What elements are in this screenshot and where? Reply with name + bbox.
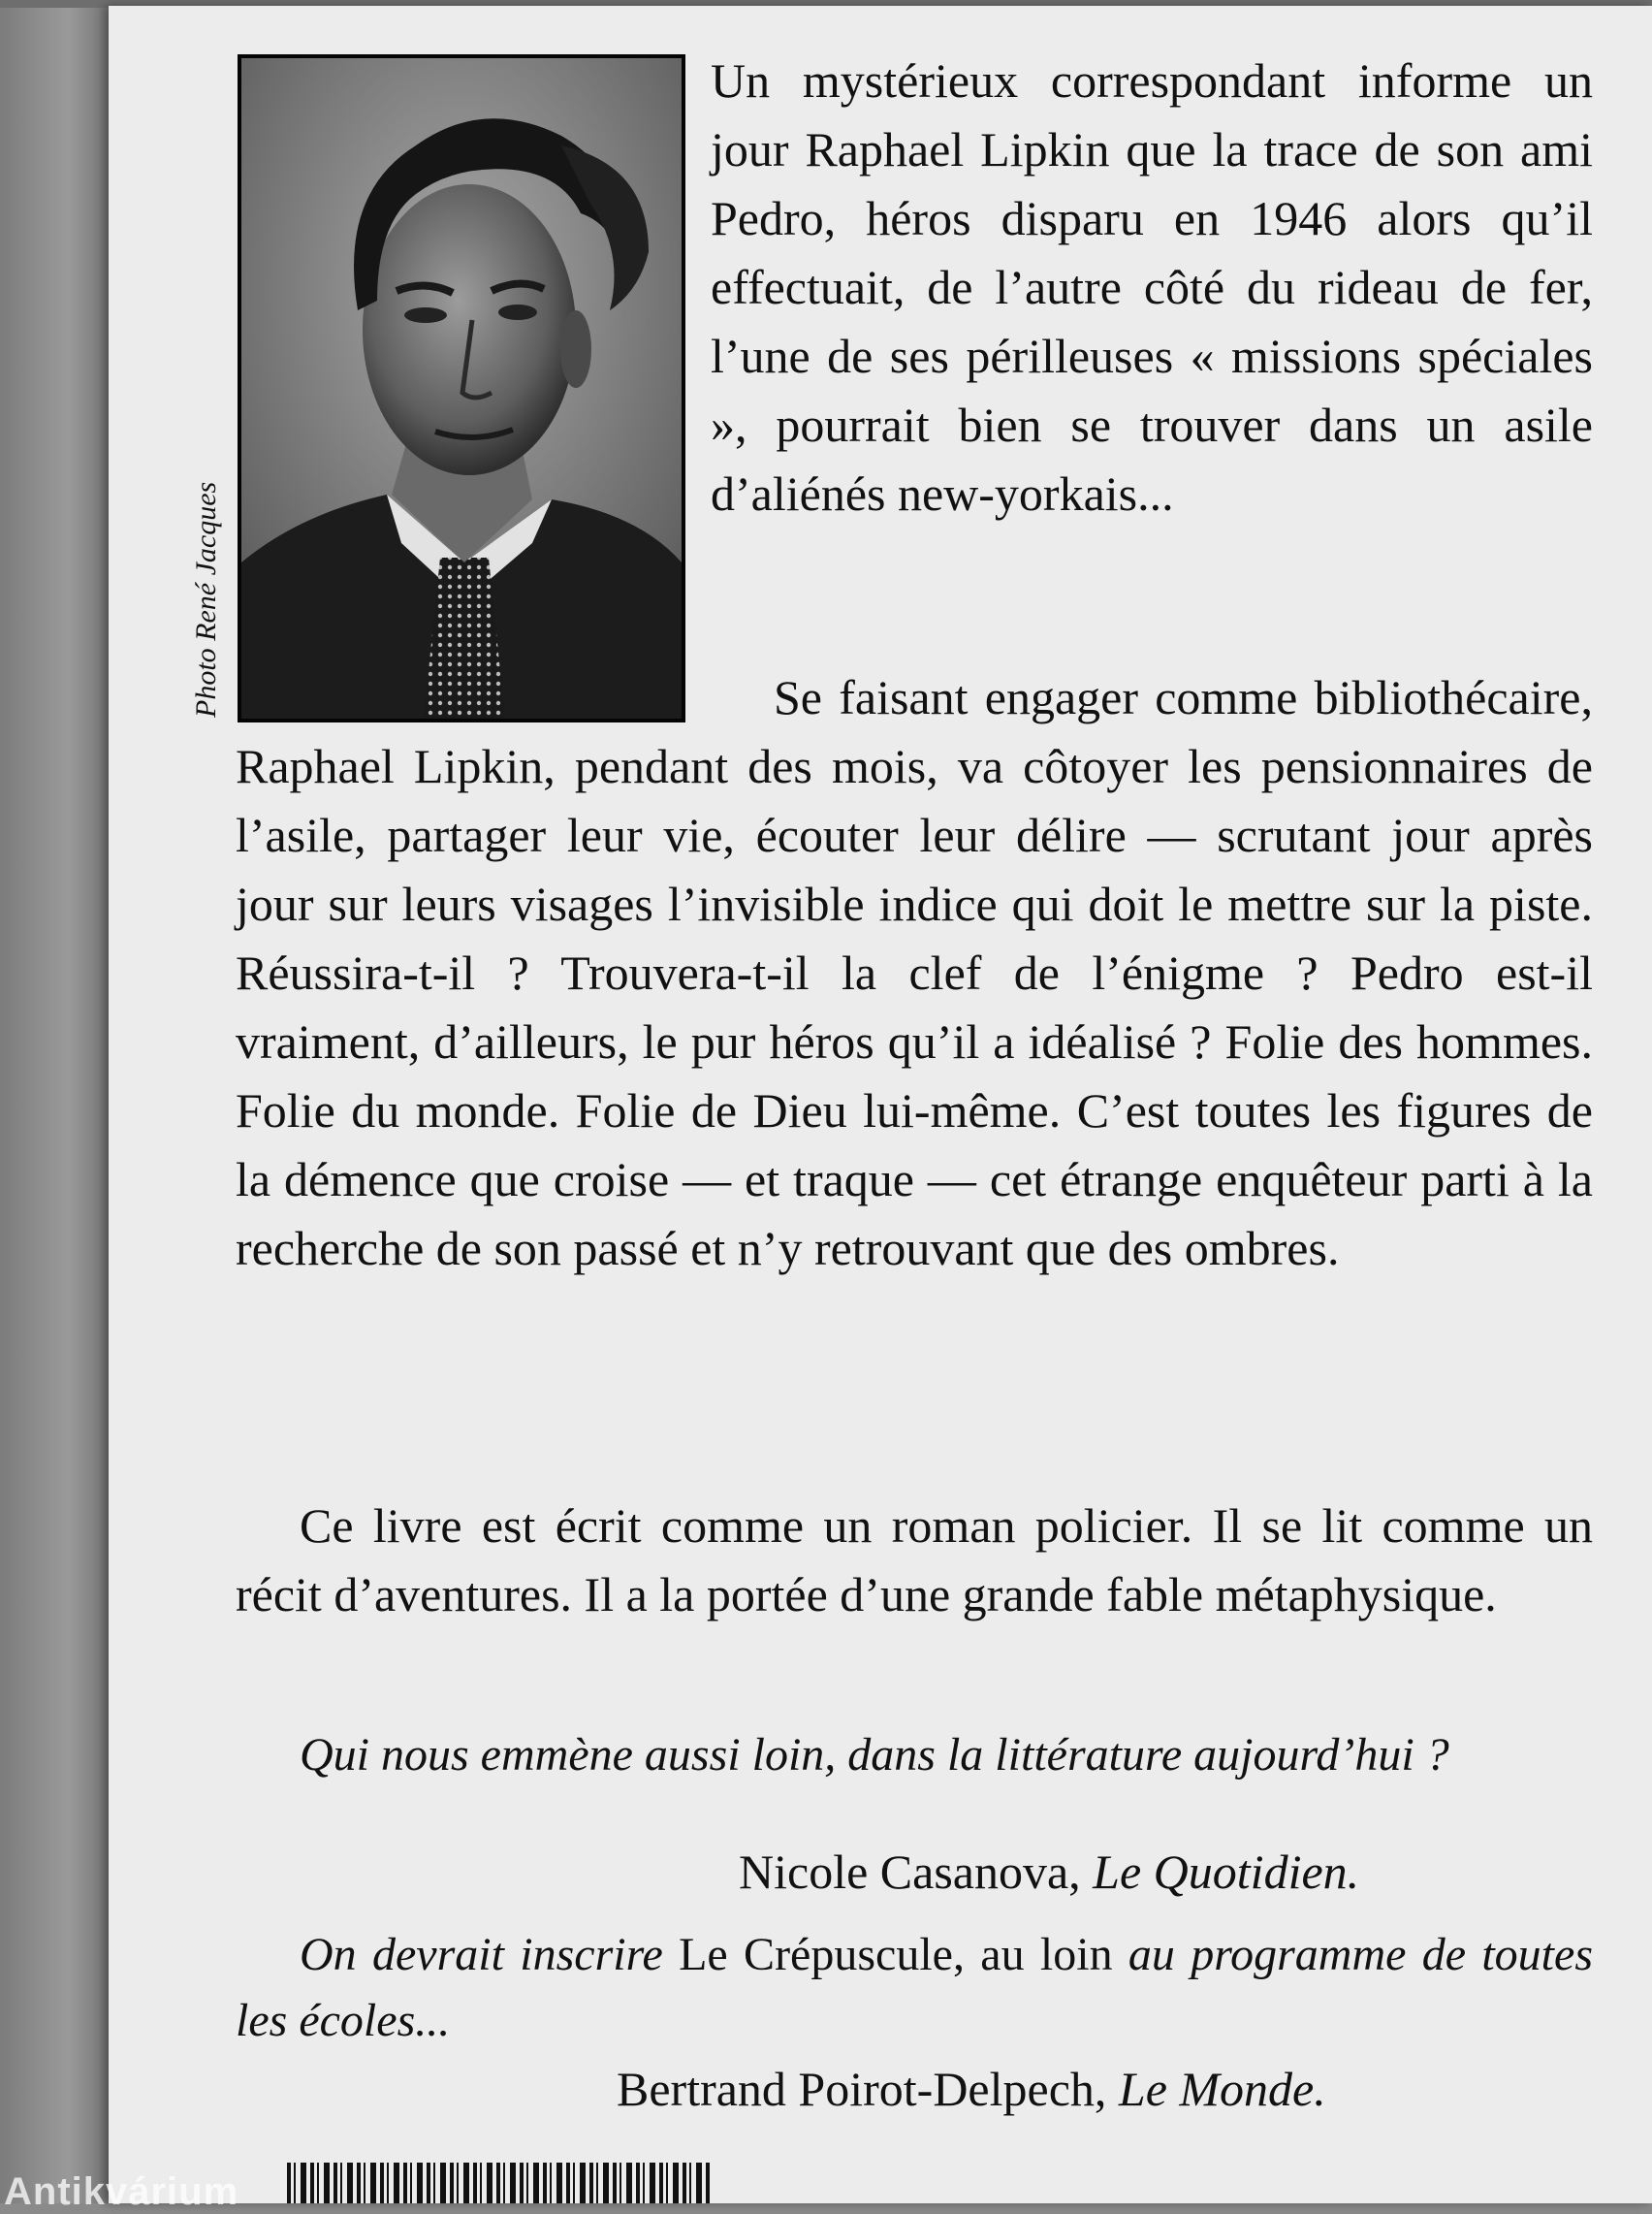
press-quote-1: Qui nous emmène aussi loin, dans la littérature aujourd’hui ? [300,1729,1449,1781]
quote-author-2: Bertrand Poirot-Delpech, [617,2062,1107,2116]
quote-source-2: Le Monde. [1118,2062,1326,2116]
quote-2-text-after: au programme de toutes les écoles... [236,1929,1593,2046]
author-photo [238,54,685,722]
press-quote-2 [236,1922,1593,2054]
blurb-paragraph-2: Se faisant engager comme bibliothécaire, Raphael Lipkin, pendant des mois, va côtoyer les pensionnaires de l’asile, partager leur vie, écouter leur délire — scrutant jour après jour sur leurs visages l’invisible indice qui doit le mettre sur la piste. Réussira-t-il ? Trouvera-t-il la clef de l’énigme ? Pedro est-il vraiment, d’ailleurs, le pur héros qu’il a idéalisé ? Folie des hommes. Folie du monde. Folie de Dieu lui-même. C’est toutes les figures de la démence que croise — et traque — cet étrange enquêteur parti à la recherche de son passé et n’y retrouvant que des ombres. [236,670,1593,1275]
barcode [287,2163,710,2203]
quote-author-1: Nicole Casanova, [739,1845,1081,1899]
watermark: Antikvárium [4,2170,239,2213]
author-portrait-image [241,58,682,719]
blurb-paragraph-1: Un mystérieux correspondant informe un jour Raphael Lipkin que la trace de son ami Pedro, héros disparu en 1946 alors qu’il effectuait, de l’autre côté du rideau de fer, l’une de ses périlleuses « missions spéciales », pourrait bien se trouver dans un asile d’aliénés new-yorkais... [711,53,1593,521]
photo-credit: Photo René Jacques [190,481,222,718]
background-left [0,0,114,2203]
quote-attribution-1 [739,1843,1359,1901]
blurb-paragraph-3: Ce livre est écrit comme un roman policier. Il se lit comme un récit d’aventures. Il a la portée d’une grande fable métaphysique. [236,1498,1593,1621]
quote-source-1: Le Quotidien. [1093,1845,1360,1899]
quote-attribution-2 [617,2060,1326,2118]
quote-2-text-before: On devrait inscrire [300,1929,663,1980]
quote-2-book-title: Le Crépuscule, au loin [679,1929,1113,1980]
